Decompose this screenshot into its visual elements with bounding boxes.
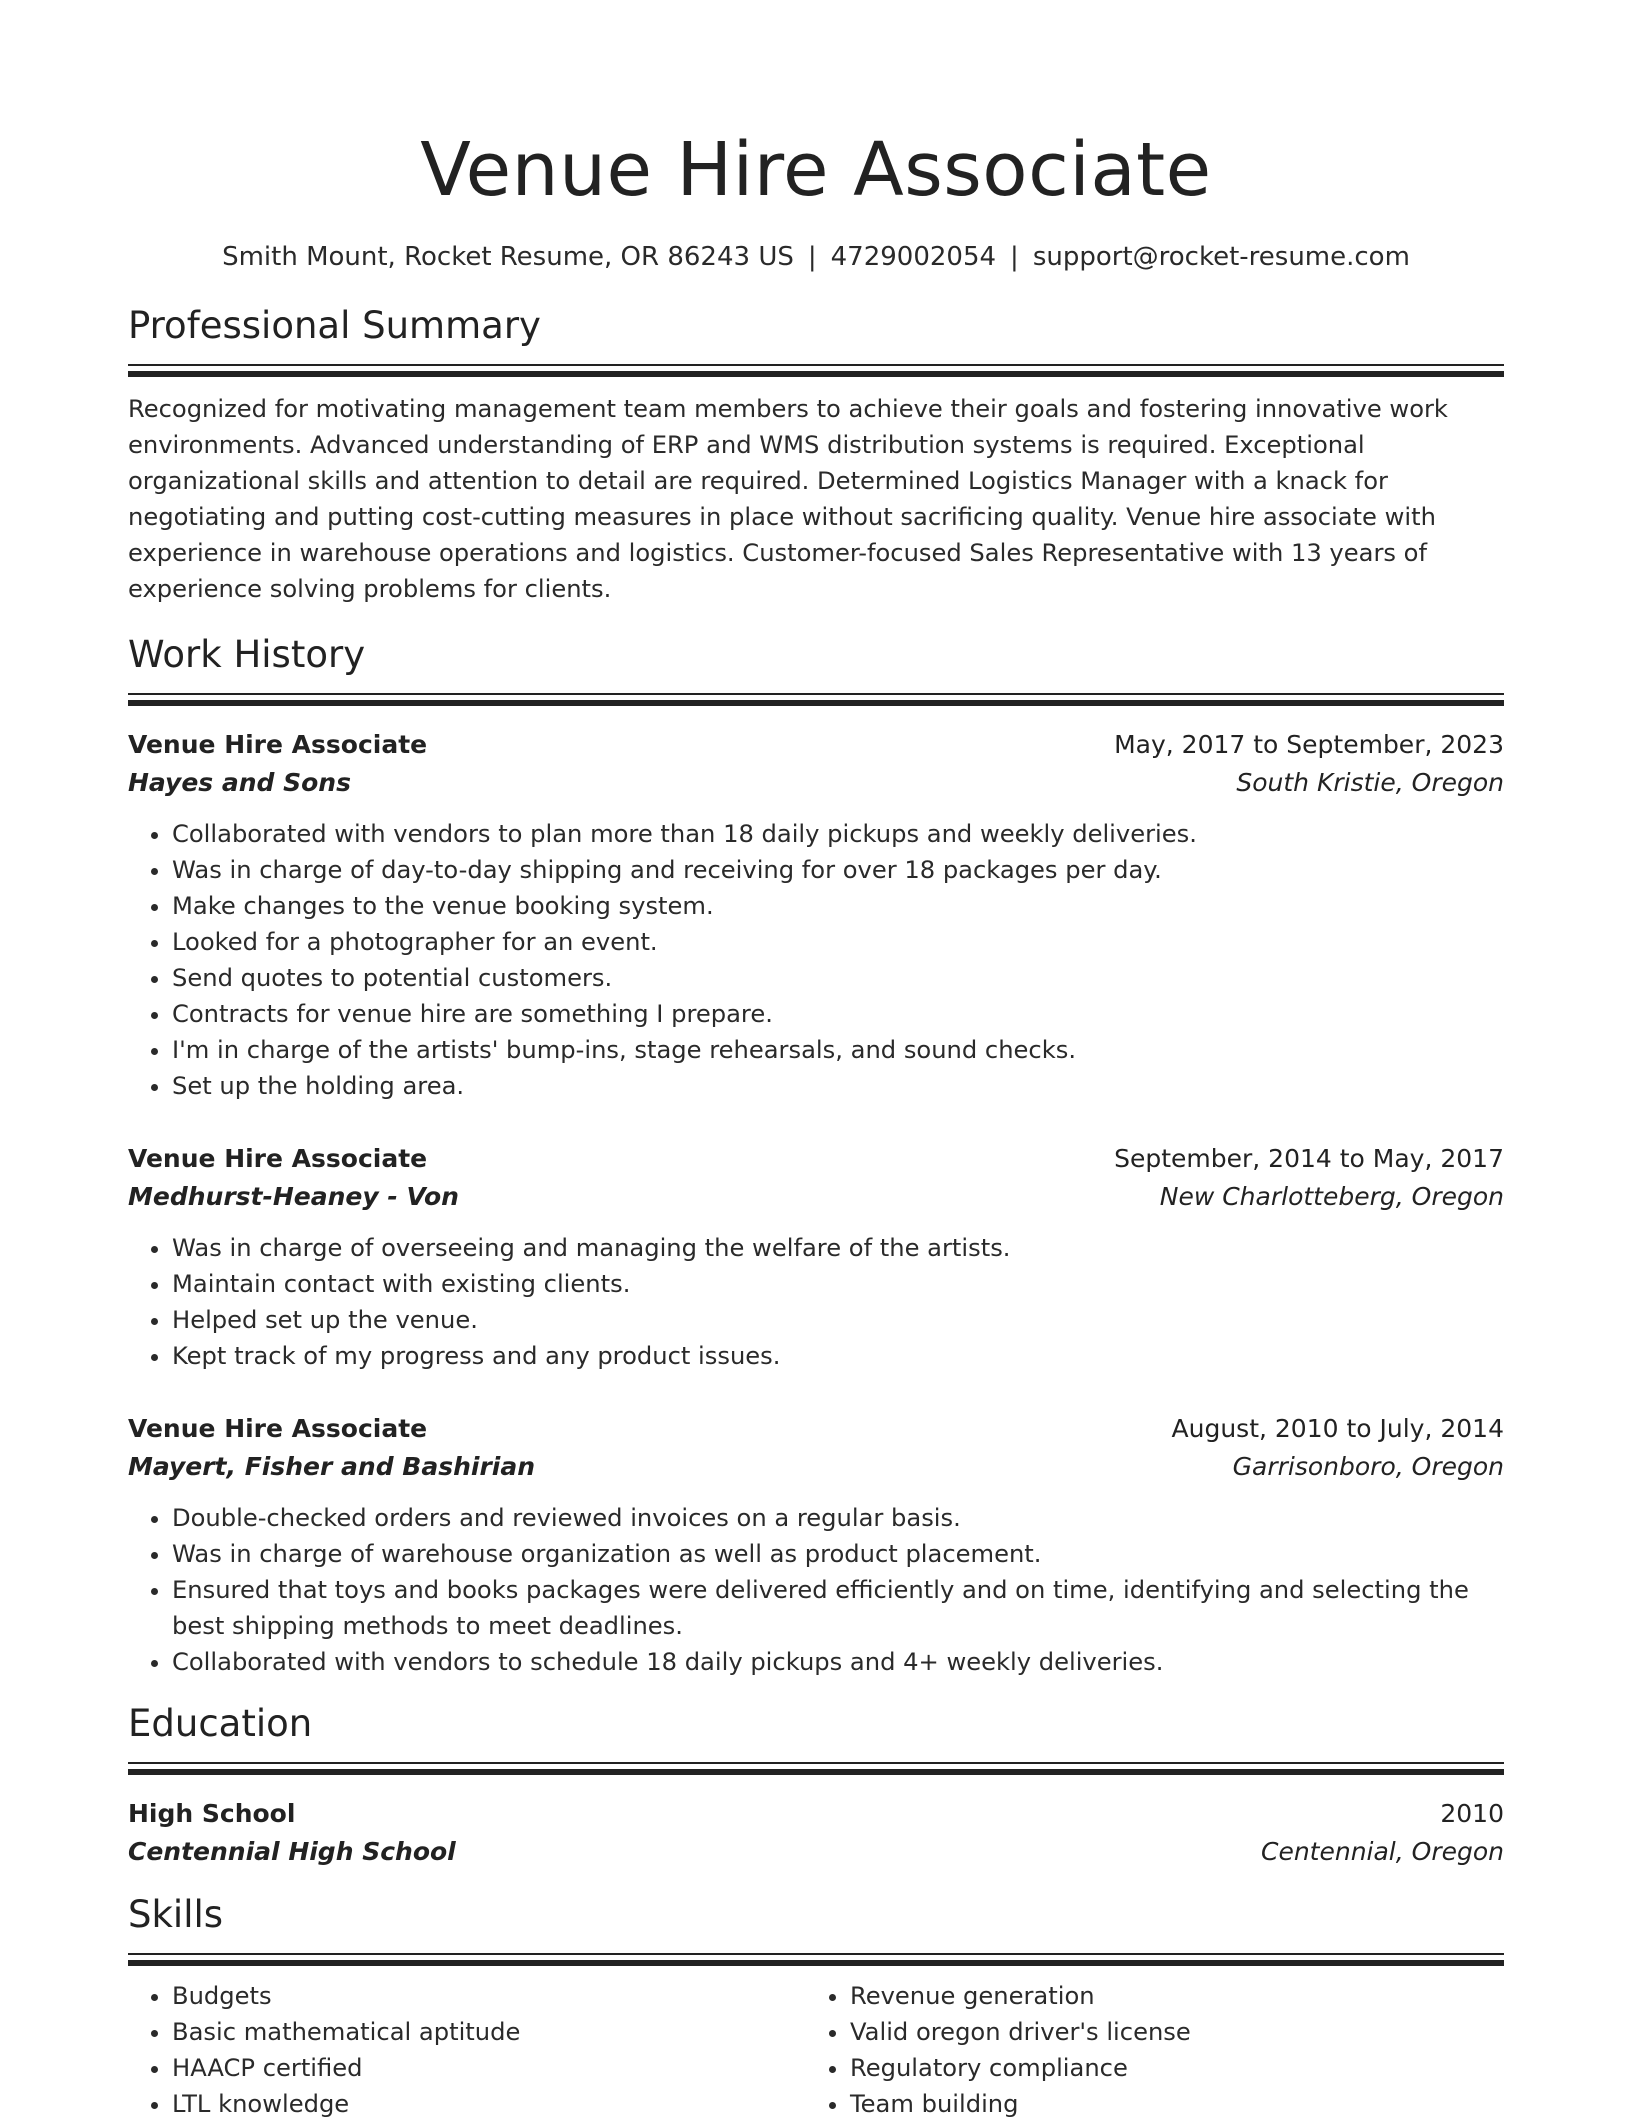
skill-item: • Revenue generation xyxy=(850,1978,1484,2014)
skills-columns xyxy=(128,1978,1504,2122)
candidate-name: Venue Hire Associate xyxy=(420,127,1212,213)
education-entry xyxy=(128,1795,1504,1871)
education-year: 2010 xyxy=(1440,1799,1504,1828)
education-degree: High School xyxy=(128,1799,296,1828)
job-entry xyxy=(128,1140,1504,1374)
job-company: Mayert, Fisher and Bashirian xyxy=(128,1452,536,1481)
job-bullet: • Contracts for venue hire are something I prepare. xyxy=(172,996,1504,1032)
job-title: Venue Hire Associate xyxy=(128,1144,428,1173)
job-bullets xyxy=(128,1230,1504,1374)
job-dates: August, 2010 to July, 2014 xyxy=(1171,1414,1504,1443)
contact-email: support@rocket-resume.com xyxy=(1032,242,1410,272)
section-divider-thick xyxy=(128,700,1504,706)
job-bullet: • Ensured that toys and books packages were delivered efficiently and on time, identifying and selecting the best shipping methods to meet deadlines. xyxy=(172,1572,1504,1644)
skill-item: • LTL knowledge xyxy=(172,2086,806,2122)
section-divider-thin xyxy=(128,1762,1504,1764)
job-bullet: • Collaborated with vendors to plan more than 18 daily pickups and weekly deliveries. xyxy=(172,816,1504,852)
job-bullet: • Was in charge of day-to-day shipping and receiving for over 18 packages per day. xyxy=(172,852,1504,888)
skill-item: • HAACP certified xyxy=(172,2050,806,2086)
skill-item: • Budgets xyxy=(172,1978,806,2014)
skill-item: • Team building xyxy=(850,2086,1484,2122)
contact-separator: | xyxy=(807,242,817,272)
job-location: Garrisonboro, Oregon xyxy=(1232,1452,1504,1481)
job-bullet: • I'm in charge of the artists' bump-ins, stage rehearsals, and sound checks. xyxy=(172,1032,1504,1068)
education-section xyxy=(128,1700,1504,1871)
job-bullets xyxy=(128,1500,1504,1680)
skill-item: • Valid oregon driver's license xyxy=(850,2014,1484,2050)
job-bullet: • Set up the holding area. xyxy=(172,1068,1504,1104)
job-company: Medhurst-Heaney - Von xyxy=(128,1182,459,1211)
education-school: Centennial High School xyxy=(128,1837,456,1866)
skill-item: • Basic mathematical aptitude xyxy=(172,2014,806,2050)
job-entry xyxy=(128,726,1504,1104)
skills-list-left xyxy=(128,1978,806,2122)
job-title: Venue Hire Associate xyxy=(128,1414,428,1443)
skill-item: • Regulatory compliance xyxy=(850,2050,1484,2086)
job-bullet: • Was in charge of overseeing and managing the welfare of the artists. xyxy=(172,1230,1504,1266)
contact-separator: | xyxy=(1010,242,1019,272)
section-title-work-history: Work History xyxy=(128,633,366,676)
section-divider-thin xyxy=(128,693,1504,695)
resume-page xyxy=(128,0,1504,2122)
job-bullet: • Helped set up the venue. xyxy=(172,1302,1504,1338)
summary-text: Recognized for motivating management team members to achieve their goals and fostering innovative work environments. Advanced understanding of ERP and WMS distribution systems is required. Exceptional organizational skills and attention to detail are required. Determined Logistics Manager with a knack for negotiating and putting cost-cutting measures in place without sacrificing quality. Venue hire associate with experience in warehouse operations and logistics. Customer-focused Sales Representative with 13 years of experience solving problems for clients. xyxy=(128,395,1448,603)
section-divider-thick xyxy=(128,1960,1504,1966)
section-title-education: Education xyxy=(128,1702,313,1745)
section-divider-thin xyxy=(128,364,1504,366)
job-location: South Kristie, Oregon xyxy=(1236,768,1504,797)
contact-address: Smith Mount, Rocket Resume, OR 86243 US xyxy=(222,242,794,272)
section-title-summary: Professional Summary xyxy=(128,304,541,347)
job-bullet: • Double-checked orders and reviewed invoices on a regular basis. xyxy=(172,1500,1504,1536)
education-location: Centennial, Oregon xyxy=(1260,1837,1504,1866)
section-divider-thick xyxy=(128,1769,1504,1775)
job-bullet: • Was in charge of warehouse organization as well as product placement. xyxy=(172,1536,1504,1572)
job-bullets xyxy=(128,816,1504,1104)
skills-section xyxy=(128,1891,1504,2122)
summary-section xyxy=(128,302,1504,607)
job-bullet: • Make changes to the venue booking system. xyxy=(172,888,1504,924)
job-bullet: • Collaborated with vendors to schedule 18 daily pickups and 4+ weekly deliveries. xyxy=(172,1644,1504,1680)
contact-phone: 4729002054 xyxy=(830,242,997,272)
job-company: Hayes and Sons xyxy=(128,768,351,797)
job-dates: May, 2017 to September, 2023 xyxy=(1114,730,1504,759)
job-dates: September, 2014 to May, 2017 xyxy=(1114,1144,1504,1173)
job-bullet: • Send quotes to potential customers. xyxy=(172,960,1504,996)
job-location: New Charlotteberg, Oregon xyxy=(1159,1182,1504,1211)
work-history-section xyxy=(128,631,1504,1680)
section-divider-thick xyxy=(128,371,1504,377)
contact-line xyxy=(128,240,1504,274)
job-entry xyxy=(128,1410,1504,1680)
job-bullet: • Kept track of my progress and any product issues. xyxy=(172,1338,1504,1374)
job-bullet: • Looked for a photographer for an event. xyxy=(172,924,1504,960)
job-bullet: • Maintain contact with existing clients. xyxy=(172,1266,1504,1302)
skills-list-right xyxy=(806,1978,1484,2122)
section-divider-thin xyxy=(128,1953,1504,1955)
section-title-skills: Skills xyxy=(128,1893,224,1936)
job-title: Venue Hire Associate xyxy=(128,730,428,759)
